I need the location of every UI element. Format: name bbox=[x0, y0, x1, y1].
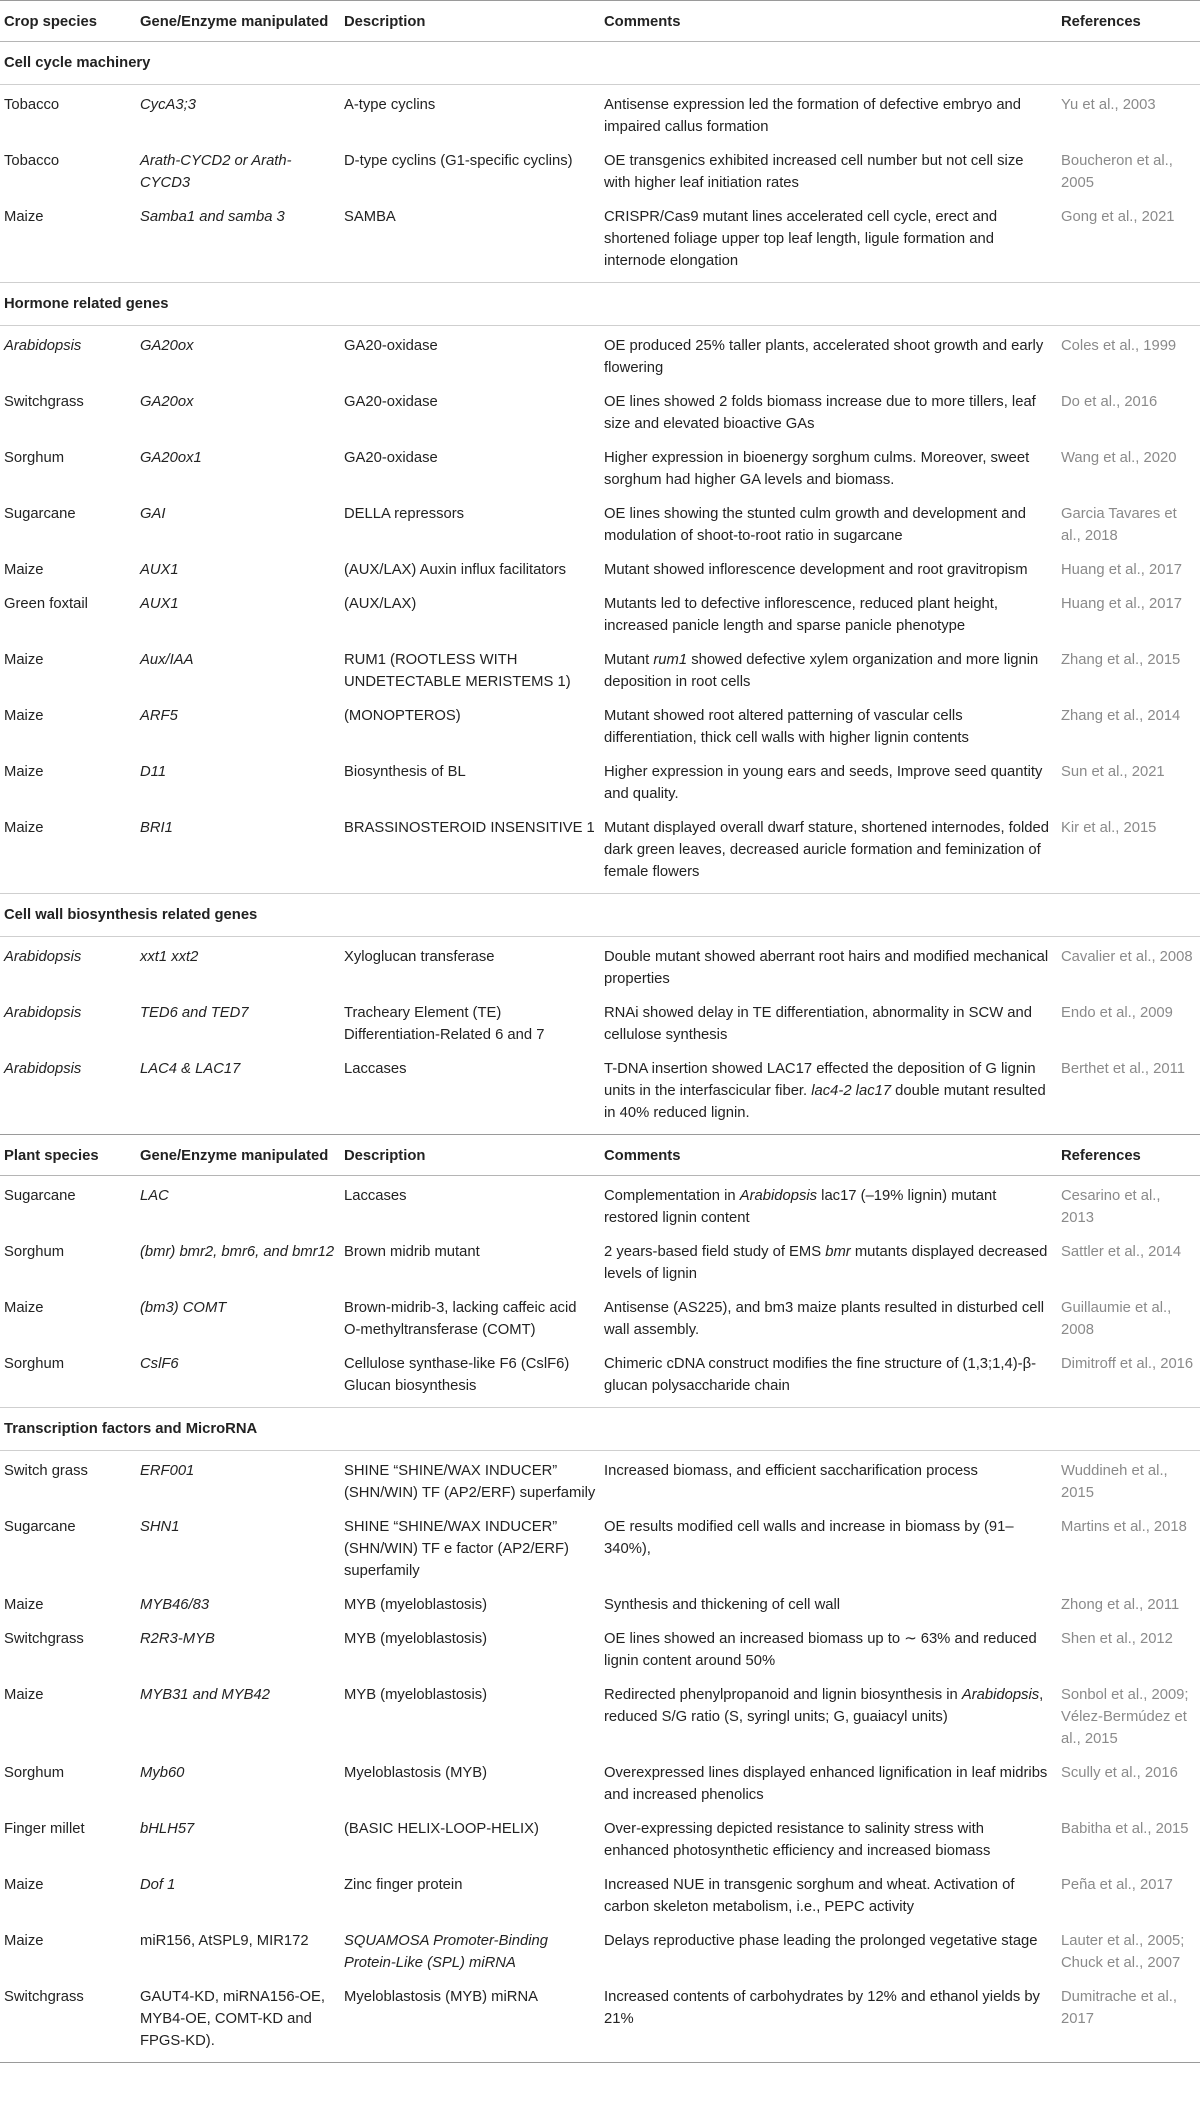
cell-comments: Over-expressing depicted resistance to salinity stress with enhanced photosynthetic efficiency and increased biomass bbox=[604, 1821, 991, 1859]
comment-italic: lac4-2 lac17 bbox=[811, 1083, 892, 1099]
table-row bbox=[0, 993, 1200, 1049]
cell-description: (MONOPTEROS) bbox=[344, 708, 461, 724]
comment-text: double mutant resulted in 40% reduced lignin. bbox=[604, 1083, 1046, 1121]
cell-reference: Babitha et al., 2015 bbox=[1061, 1821, 1189, 1837]
cell-gene: miR156, AtSPL9, MIR172 bbox=[140, 1933, 309, 1949]
cell-reference: Scully et al., 2016 bbox=[1061, 1765, 1178, 1781]
cell-species: Maize bbox=[4, 708, 44, 724]
cell-comments: OE transgenics exhibited increased cell number but not cell size with higher leaf initiation rates bbox=[604, 153, 1024, 191]
cell-gene: BRI1 bbox=[140, 820, 173, 836]
table-row bbox=[0, 550, 1200, 584]
table-row bbox=[0, 937, 1200, 994]
table-row bbox=[0, 1977, 1200, 2063]
table-row bbox=[0, 1865, 1200, 1921]
cell-species: Finger millet bbox=[4, 1821, 85, 1837]
table-header-row bbox=[0, 1135, 1200, 1176]
cell-description: Xyloglucan transferase bbox=[344, 949, 495, 965]
header-references: References bbox=[1057, 1135, 1200, 1176]
cell-species: Maize bbox=[4, 1300, 44, 1316]
cell-reference: Dumitrache et al., 2017 bbox=[1057, 1977, 1200, 2063]
cell-species: Maize bbox=[4, 1687, 44, 1703]
cell-description: Laccases bbox=[344, 1188, 407, 1204]
section-title: Hormone related genes bbox=[0, 283, 1200, 326]
cell-comments: Increased contents of carbohydrates by 12% and ethanol yields by 21% bbox=[600, 1977, 1057, 2063]
section-header bbox=[0, 1408, 1200, 1451]
cell-comments: Mutants led to defective inflorescence, reduced plant height, increased panicle length and sparse panicle phenotype bbox=[604, 596, 999, 634]
cell-gene: GAI bbox=[140, 506, 166, 522]
cell-species: Maize bbox=[4, 652, 44, 668]
section-title: Transcription factors and MicroRNA bbox=[0, 1408, 1200, 1451]
table-row bbox=[0, 1451, 1200, 1508]
table-row bbox=[0, 85, 1200, 142]
cell-species: Sorghum bbox=[4, 1765, 65, 1781]
cell-comments: Antisense expression led the formation of defective embryo and impaired callus formation bbox=[604, 97, 1022, 135]
cell-species: Switchgrass bbox=[0, 1977, 136, 2063]
cell-species: Sugarcane bbox=[4, 1519, 76, 1535]
table-row bbox=[0, 382, 1200, 438]
cell-description: GA20-oxidase bbox=[344, 338, 438, 354]
cell-gene: xxt1 xxt2 bbox=[140, 949, 199, 965]
cell-description: D-type cyclins (G1-specific cyclins) bbox=[344, 153, 573, 169]
cell-reference: Sonbol et al., 2009; Vélez-Bermúdez et al., 2015 bbox=[1061, 1687, 1189, 1747]
cell-comments bbox=[600, 1176, 1057, 1233]
cell-gene: CycA3;3 bbox=[140, 97, 196, 113]
section-header bbox=[0, 42, 1200, 85]
cell-comments: Double mutant showed aberrant root hairs and modified mechanical properties bbox=[604, 949, 1049, 987]
cell-reference: Lauter et al., 2005; Chuck et al., 2007 bbox=[1061, 1933, 1185, 1971]
cell-reference: Endo et al., 2009 bbox=[1061, 1005, 1173, 1021]
cell-description: (AUX/LAX) bbox=[344, 596, 417, 612]
cell-gene: AUX1 bbox=[140, 562, 179, 578]
cell-gene: Aux/IAA bbox=[140, 652, 194, 668]
cell-species: Tobacco bbox=[4, 97, 60, 113]
cell-description: BRASSINOSTEROID INSENSITIVE 1 bbox=[344, 820, 595, 836]
comment-text: , reduced S/G ratio (S, syringl units; G, guaiacyl units) bbox=[604, 1687, 1044, 1725]
cell-description: (BASIC HELIX-LOOP-HELIX) bbox=[344, 1821, 539, 1837]
header-gene: Gene/Enzyme manipulated bbox=[136, 1135, 340, 1176]
comment-text: 2 years-based field study of EMS bbox=[604, 1244, 826, 1260]
cell-comments: Mutant showed root altered patterning of vascular cells differentiation, thick cell walls with higher lignin contents bbox=[604, 708, 969, 746]
table-row bbox=[0, 752, 1200, 808]
cell-description: Brown midrib mutant bbox=[344, 1244, 480, 1260]
table-row bbox=[0, 1176, 1200, 1233]
header-comments: Comments bbox=[600, 1135, 1057, 1176]
cell-species: Sugarcane bbox=[4, 506, 76, 522]
comment-italic: Arabidopsis bbox=[739, 1188, 818, 1204]
table-row bbox=[0, 1288, 1200, 1344]
cell-reference: Garcia Tavares et al., 2018 bbox=[1061, 506, 1177, 544]
cell-gene: (bm3) COMT bbox=[140, 1300, 227, 1316]
cell-species: Maize bbox=[4, 764, 44, 780]
cell-gene: MYB31 and MYB42 bbox=[140, 1687, 270, 1703]
cell-description: Tracheary Element (TE) Differentiation-Related 6 and 7 bbox=[344, 1005, 545, 1043]
cell-species: Sorghum bbox=[4, 1356, 65, 1372]
cell-reference: Cesarino et al., 2013 bbox=[1061, 1188, 1161, 1226]
comment-text: Complementation in bbox=[604, 1188, 740, 1204]
cell-description: MYB (myeloblastosis) bbox=[344, 1687, 488, 1703]
cell-comments: Synthesis and thickening of cell wall bbox=[604, 1597, 841, 1613]
cell-gene: D11 bbox=[140, 764, 167, 780]
cell-reference: Wuddineh et al., 2015 bbox=[1061, 1463, 1168, 1501]
cell-reference: Sun et al., 2021 bbox=[1061, 764, 1165, 780]
cell-species: Arabidopsis bbox=[4, 338, 82, 354]
cell-description: Cellulose synthase-like F6 (CslF6) Glucan biosynthesis bbox=[344, 1356, 570, 1394]
cell-gene: ARF5 bbox=[140, 708, 178, 724]
cell-reference: Zhang et al., 2014 bbox=[1061, 708, 1181, 724]
section-title: Cell cycle machinery bbox=[0, 42, 1200, 85]
cell-comments bbox=[600, 1049, 1057, 1135]
comment-italic: rum1 bbox=[653, 652, 688, 668]
cell-description: RUM1 (ROOTLESS WITH UNDETECTABLE MERISTEMS 1) bbox=[344, 652, 571, 690]
cell-reference: Zhong et al., 2011 bbox=[1061, 1597, 1180, 1613]
cell-species: Switchgrass bbox=[4, 1631, 84, 1647]
cell-reference: Peña et al., 2017 bbox=[1061, 1877, 1173, 1893]
cell-reference: Wang et al., 2020 bbox=[1061, 450, 1177, 466]
table-row bbox=[0, 808, 1200, 894]
cell-gene: GA20ox bbox=[140, 394, 194, 410]
cell-comments: Overexpressed lines displayed enhanced lignification in leaf midribs and increased phenolics bbox=[604, 1765, 1048, 1803]
cell-species: Green foxtail bbox=[4, 596, 88, 612]
cell-description: DELLA repressors bbox=[344, 506, 465, 522]
cell-comments: CRISPR/Cas9 mutant lines accelerated cell cycle, erect and shortened foliage upper top leaf length, ligule formation and internode elongation bbox=[604, 209, 998, 269]
cell-reference: Zhang et al., 2015 bbox=[1061, 652, 1181, 668]
table-row bbox=[0, 1049, 1200, 1135]
cell-gene: CslF6 bbox=[140, 1356, 179, 1372]
cell-gene: TED6 and TED7 bbox=[140, 1005, 249, 1021]
cell-species: Sugarcane bbox=[4, 1188, 76, 1204]
cell-comments: Increased NUE in transgenic sorghum and wheat. Activation of carbon skeleton metabolism, i.e., PEPC activity bbox=[604, 1877, 1015, 1915]
cell-gene: bHLH57 bbox=[140, 1821, 195, 1837]
cell-species: Tobacco bbox=[4, 153, 60, 169]
header-gene: Gene/Enzyme manipulated bbox=[136, 1, 340, 42]
table-row bbox=[0, 1585, 1200, 1619]
table-row bbox=[0, 1344, 1200, 1408]
cell-comments: Mutant displayed overall dwarf stature, shortened internodes, folded dark green leaves, decreased auricle formation and feminization of female flowers bbox=[604, 820, 1049, 880]
cell-gene: ERF001 bbox=[140, 1463, 195, 1479]
comment-text: T-DNA insertion showed LAC17 effected the deposition of G lignin units in the interfascicular fiber. bbox=[604, 1061, 1036, 1099]
cell-comments: OE lines showed 2 folds biomass increase due to more tillers, leaf size and elevated bioactive GAs bbox=[604, 394, 1036, 432]
cell-comments: OE results modified cell walls and increase in biomass by (91–340%), bbox=[604, 1519, 1014, 1557]
header-species: Crop species bbox=[0, 1, 136, 42]
header-description: Description bbox=[340, 1135, 600, 1176]
cell-comments: RNAi showed delay in TE differentiation, abnormality in SCW and cellulose synthesis bbox=[604, 1005, 1032, 1043]
cell-reference: Berthet et al., 2011 bbox=[1061, 1061, 1185, 1077]
cell-gene: R2R3-MYB bbox=[140, 1631, 215, 1647]
cell-comments bbox=[600, 640, 1057, 696]
cell-comments: Higher expression in bioenergy sorghum culms. Moreover, sweet sorghum had higher GA levels and biomass. bbox=[604, 450, 1030, 488]
table-row bbox=[0, 1619, 1200, 1675]
cell-reference: Kir et al., 2015 bbox=[1061, 820, 1157, 836]
cell-gene: Arath-CYCD2 or Arath-CYCD3 bbox=[140, 153, 292, 191]
table-row bbox=[0, 1232, 1200, 1288]
cell-description: SQUAMOSA Promoter-Binding Protein-Like (SPL) miRNA bbox=[344, 1933, 548, 1971]
cell-gene: SHN1 bbox=[140, 1519, 180, 1535]
table-row bbox=[0, 696, 1200, 752]
table-row bbox=[0, 494, 1200, 550]
cell-description: MYB (myeloblastosis) bbox=[344, 1631, 488, 1647]
comment-text: Redirected phenylpropanoid and lignin biosynthesis in bbox=[604, 1687, 962, 1703]
table-row bbox=[0, 1809, 1200, 1865]
cell-gene: AUX1 bbox=[140, 596, 179, 612]
cell-gene: GAUT4-KD, miRNA156-OE, MYB4-OE, COMT-KD and FPGS-KD). bbox=[136, 1977, 340, 2063]
cell-comments: Antisense (AS225), and bm3 maize plants resulted in disturbed cell wall assembly. bbox=[604, 1300, 1045, 1338]
comment-text: showed defective xylem organization and more lignin deposition in root cells bbox=[604, 652, 1039, 690]
cell-comments: Higher expression in young ears and seeds, Improve seed quantity and quality. bbox=[604, 764, 1043, 802]
table-row bbox=[0, 640, 1200, 696]
cell-reference: Huang et al., 2017 bbox=[1061, 562, 1182, 578]
section-header bbox=[0, 283, 1200, 326]
table-row bbox=[0, 326, 1200, 383]
cell-description: SHINE “SHINE/WAX INDUCER” (SHN/WIN) TF e factor (AP2/ERF) superfamily bbox=[344, 1519, 569, 1579]
comment-italic: bmr bbox=[825, 1244, 851, 1260]
cell-species: Arabidopsis bbox=[4, 1005, 82, 1021]
section-header bbox=[0, 894, 1200, 937]
cell-reference: Guillaumie et al., 2008 bbox=[1061, 1300, 1172, 1338]
cell-description: Zinc finger protein bbox=[344, 1877, 463, 1893]
header-comments: Comments bbox=[600, 1, 1057, 42]
table-row bbox=[0, 584, 1200, 640]
cell-species: Maize bbox=[4, 562, 44, 578]
table-row bbox=[0, 141, 1200, 197]
table-header-row bbox=[0, 1, 1200, 42]
table-row bbox=[0, 438, 1200, 494]
table-row bbox=[0, 1675, 1200, 1753]
cell-species: Switch grass bbox=[4, 1463, 88, 1479]
cell-gene: GA20ox bbox=[140, 338, 194, 354]
cell-description: Laccases bbox=[344, 1061, 407, 1077]
cell-species: Maize bbox=[4, 209, 44, 225]
cell-comments: OE lines showed an increased biomass up to ∼ 63% and reduced lignin content around 50% bbox=[604, 1631, 1037, 1669]
cell-gene: (bmr) bmr2, bmr6, and bmr12 bbox=[140, 1244, 335, 1260]
comment-text: lac17 (–19% lignin) mutant restored lignin content bbox=[604, 1188, 997, 1226]
header-species: Plant species bbox=[0, 1135, 136, 1176]
cell-description: Myeloblastosis (MYB) miRNA bbox=[340, 1977, 600, 2063]
cell-comments: Increased biomass, and efficient saccharification process bbox=[604, 1463, 978, 1479]
cell-description: GA20-oxidase bbox=[344, 450, 438, 466]
cell-species: Maize bbox=[4, 1877, 44, 1893]
header-description: Description bbox=[340, 1, 600, 42]
cell-reference: Huang et al., 2017 bbox=[1061, 596, 1182, 612]
section-title: Cell wall biosynthesis related genes bbox=[0, 894, 1200, 937]
cell-description: SAMBA bbox=[344, 209, 396, 225]
cell-comments: Mutant showed inflorescence development and root gravitropism bbox=[604, 562, 1028, 578]
table-row bbox=[0, 1921, 1200, 1977]
cell-species: Sorghum bbox=[4, 450, 65, 466]
comment-text: Mutant bbox=[604, 652, 654, 668]
cell-description: A-type cyclins bbox=[344, 97, 436, 113]
cell-reference: Martins et al., 2018 bbox=[1061, 1519, 1187, 1535]
cell-description: (AUX/LAX) Auxin influx facilitators bbox=[344, 562, 567, 578]
cell-reference: Gong et al., 2021 bbox=[1061, 209, 1175, 225]
cell-description: Biosynthesis of BL bbox=[344, 764, 466, 780]
cell-description: MYB (myeloblastosis) bbox=[344, 1597, 488, 1613]
cell-reference: Yu et al., 2003 bbox=[1061, 97, 1156, 113]
comment-text: mutants displayed decreased levels of lignin bbox=[604, 1244, 1048, 1282]
cell-comments: OE produced 25% taller plants, accelerated shoot growth and early flowering bbox=[604, 338, 1044, 376]
cell-reference: Shen et al., 2012 bbox=[1061, 1631, 1173, 1647]
cell-species: Arabidopsis bbox=[4, 949, 82, 965]
header-references: References bbox=[1057, 1, 1200, 42]
cell-gene: LAC bbox=[140, 1188, 169, 1204]
cell-reference: Coles et al., 1999 bbox=[1061, 338, 1177, 354]
cell-gene: Samba1 and samba 3 bbox=[140, 209, 285, 225]
cell-species: Maize bbox=[4, 820, 44, 836]
cell-gene: Dof 1 bbox=[140, 1877, 176, 1893]
cell-comments bbox=[600, 1232, 1057, 1288]
comment-italic: Arabidopsis bbox=[961, 1687, 1040, 1703]
cell-gene: Myb60 bbox=[140, 1765, 185, 1781]
cell-description: Brown-midrib-3, lacking caffeic acid O-methyltransferase (COMT) bbox=[344, 1300, 577, 1338]
cell-species: Maize bbox=[4, 1933, 44, 1949]
cell-gene: LAC4 & LAC17 bbox=[140, 1061, 241, 1077]
cell-gene: MYB46/83 bbox=[140, 1597, 210, 1613]
cell-description: GA20-oxidase bbox=[344, 394, 438, 410]
cell-comments: OE lines showing the stunted culm growth and development and modulation of shoot-to-root ratio in sugarcane bbox=[604, 506, 1026, 544]
table-row bbox=[0, 197, 1200, 283]
cell-gene: GA20ox1 bbox=[140, 450, 202, 466]
cell-reference: Cavalier et al., 2008 bbox=[1061, 949, 1193, 965]
cell-description: Myeloblastosis (MYB) bbox=[344, 1765, 488, 1781]
cell-reference: Sattler et al., 2014 bbox=[1061, 1244, 1182, 1260]
cell-comments bbox=[600, 1675, 1057, 1753]
cell-comments: Chimeric cDNA construct modifies the fine structure of (1,3;1,4)-β-glucan polysaccharide chain bbox=[604, 1356, 1037, 1394]
cell-species: Switchgrass bbox=[4, 394, 84, 410]
cell-species: Sorghum bbox=[4, 1244, 65, 1260]
cell-comments: Delays reproductive phase leading the prolonged vegetative stage bbox=[604, 1933, 1038, 1949]
cell-reference: Do et al., 2016 bbox=[1061, 394, 1158, 410]
cell-reference: Dimitroff et al., 2016 bbox=[1061, 1356, 1194, 1372]
cell-reference: Boucheron et al., 2005 bbox=[1061, 153, 1173, 191]
table-row bbox=[0, 1507, 1200, 1585]
table-row bbox=[0, 1753, 1200, 1809]
cell-species: Arabidopsis bbox=[4, 1061, 82, 1077]
cell-description: SHINE “SHINE/WAX INDUCER” (SHN/WIN) TF (AP2/ERF) superfamily bbox=[344, 1463, 596, 1501]
cell-species: Maize bbox=[4, 1597, 44, 1613]
